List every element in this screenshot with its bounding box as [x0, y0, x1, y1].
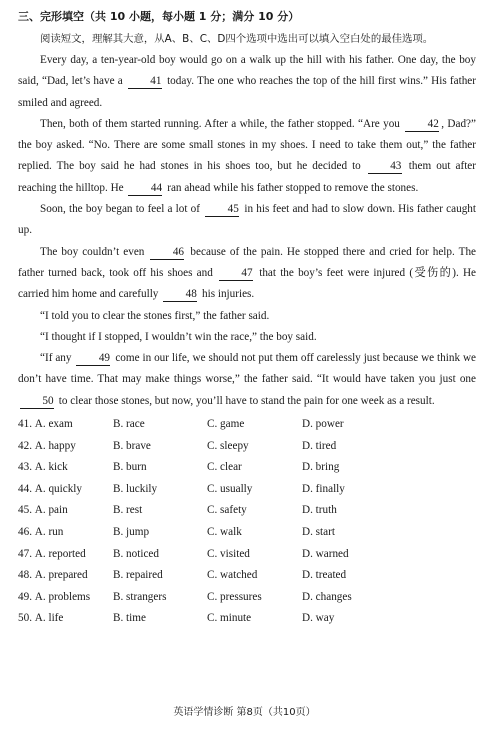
option-cell — [207, 436, 302, 458]
question-number: 42. — [18, 439, 32, 452]
passage-text: “I told you to clear the stones first,” the father said. — [40, 309, 270, 322]
option-d: D. treated — [302, 569, 347, 582]
option-cell — [18, 608, 113, 630]
passage-paragraph — [18, 50, 476, 114]
option-a: A. quickly — [34, 482, 83, 495]
option-cell — [207, 587, 302, 609]
option-c: C. clear — [207, 461, 242, 474]
passage-text: Soon, the boy began to feel a lot of — [40, 203, 204, 216]
passage-text: “I thought if I stopped, I wouldn’t win the race,” the boy said. — [40, 330, 317, 343]
option-d: D. bring — [302, 461, 340, 474]
option-cell — [207, 522, 302, 544]
passage-text: his injuries. — [199, 288, 255, 301]
passage-text: Then, both of them started running. After a while, the father stopped. “Are you — [40, 117, 404, 130]
passage-paragraph — [18, 348, 476, 412]
option-a: A. life — [34, 612, 64, 625]
passage-paragraph — [18, 199, 476, 242]
option-cell — [113, 522, 207, 544]
option-c: C. watched — [207, 569, 258, 582]
page-footer: 英语学情诊断 第8页（共10页） — [173, 707, 316, 718]
option-b: B. strangers — [113, 590, 167, 603]
option-cell — [302, 587, 422, 609]
option-c: C. pressures — [207, 590, 262, 603]
option-b: B. time — [113, 612, 146, 625]
question-number: 44. — [18, 482, 32, 495]
option-c: C. sleepy — [207, 439, 249, 452]
answer-blank: 49 — [76, 352, 110, 366]
option-cell — [113, 500, 207, 522]
passage-text: today. The one who reaches the top of the hill first wins.” His father smiled and agreed. — [18, 75, 476, 109]
question-row — [18, 587, 476, 609]
option-b: B. jump — [113, 526, 150, 539]
option-cell — [18, 544, 113, 566]
option-cell — [113, 544, 207, 566]
question-row — [18, 608, 476, 630]
option-cell — [207, 544, 302, 566]
question-row — [18, 500, 476, 522]
option-cell — [18, 522, 113, 544]
option-a: A. kick — [34, 461, 68, 474]
option-cell — [302, 608, 422, 630]
option-cell — [302, 500, 422, 522]
option-a: A. exam — [34, 418, 73, 431]
section-title: 三、完形填空（共 10 小题，每小题 1 分；满分 10 分） — [18, 10, 300, 23]
option-cell — [113, 608, 207, 630]
answer-blank: 46 — [150, 246, 184, 260]
option-cell — [207, 565, 302, 587]
option-a: A. run — [34, 526, 64, 539]
option-d: D. changes — [302, 590, 352, 603]
passage-text: in his feet and had to slow down. His father caught up. — [18, 203, 476, 237]
question-number: 46. — [18, 526, 32, 539]
option-d: D. truth — [302, 504, 337, 517]
option-cell — [113, 436, 207, 458]
option-d: D. power — [302, 418, 344, 431]
question-number: 50. — [18, 612, 32, 625]
option-cell — [207, 500, 302, 522]
option-c: C. visited — [207, 547, 250, 560]
option-a: A. problems — [34, 590, 91, 603]
option-cell — [18, 565, 113, 587]
option-b: B. repaired — [113, 569, 163, 582]
option-cell — [113, 587, 207, 609]
passage-text: that the boy’s feet were injured (受伤的). He carried him home and carefully — [18, 266, 476, 301]
passage-paragraph — [18, 114, 476, 199]
option-cell — [18, 414, 113, 436]
answer-blank: 43 — [368, 160, 402, 174]
question-number: 47. — [18, 547, 32, 560]
exam-page — [18, 8, 476, 630]
passage-text: come in our life, we should not put them off carelessly just because we think we don’t have time. That may make things worse,” the father said. “It would have taken you just one — [18, 352, 476, 386]
option-cell — [113, 479, 207, 501]
passage-paragraph — [18, 306, 476, 327]
option-cell — [207, 608, 302, 630]
option-d: D. tired — [302, 439, 337, 452]
passage-text: , Dad?” the boy asked. “No. There are some small stones in my shoes. I need to take them out,” the father replied. The boy said he had stones in his shoes too, but he decided to — [18, 117, 476, 173]
option-cell — [207, 457, 302, 479]
option-cell — [113, 457, 207, 479]
question-row — [18, 544, 476, 566]
option-d: D. way — [302, 612, 335, 625]
option-cell — [302, 457, 422, 479]
question-row — [18, 436, 476, 458]
option-cell — [113, 565, 207, 587]
option-cell — [302, 479, 422, 501]
option-cell — [18, 457, 113, 479]
option-cell — [18, 500, 113, 522]
option-b: B. burn — [113, 461, 147, 474]
option-a: A. prepared — [34, 569, 88, 582]
option-c: C. minute — [207, 612, 252, 625]
option-d: D. finally — [302, 482, 345, 495]
answer-blank: 41 — [128, 75, 162, 89]
passage-text: The boy couldn’t even — [40, 245, 149, 258]
question-number: 41. — [18, 418, 32, 431]
passage — [18, 50, 476, 412]
answer-blank: 44 — [128, 182, 162, 196]
answer-blank: 50 — [20, 395, 54, 409]
passage-text: Every day, a ten-year-old boy would go on a walk up the hill with his father. One day, the boy said, “Dad, let’s have a — [18, 54, 476, 88]
instructions: 阅读短文，理解其大意，从A、B、C、D四个选项中选出可以填入空白处的最佳选项。 — [40, 33, 434, 45]
answer-blank: 42 — [405, 118, 439, 132]
passage-text: them out after reaching the hilltop. He — [18, 160, 476, 194]
question-row — [18, 565, 476, 587]
option-cell — [207, 414, 302, 436]
question-row — [18, 414, 476, 436]
option-b: B. rest — [113, 504, 143, 517]
question-row — [18, 479, 476, 501]
passage-paragraph — [18, 242, 476, 306]
option-cell — [302, 436, 422, 458]
option-a: A. reported — [34, 547, 86, 560]
passage-text: to clear those stones, but now, you’ll have to stand the pain for one week as a result. — [56, 394, 435, 407]
option-cell — [113, 414, 207, 436]
option-b: B. noticed — [113, 547, 159, 560]
option-cell — [207, 479, 302, 501]
option-cell — [18, 479, 113, 501]
option-d: D. start — [302, 526, 335, 539]
question-row — [18, 457, 476, 479]
option-cell — [302, 565, 422, 587]
option-cell — [18, 436, 113, 458]
answer-blank: 45 — [205, 203, 239, 217]
option-a: A. happy — [34, 439, 76, 452]
answer-blank: 48 — [163, 288, 197, 302]
question-number: 45. — [18, 504, 32, 517]
question-number: 48. — [18, 569, 32, 582]
answer-blank: 47 — [219, 267, 253, 281]
option-c: C. game — [207, 418, 245, 431]
question-row — [18, 522, 476, 544]
option-cell — [302, 414, 422, 436]
passage-text: “If any — [40, 352, 75, 365]
question-number: 43. — [18, 461, 32, 474]
question-options — [18, 414, 476, 630]
option-cell — [18, 587, 113, 609]
option-d: D. warned — [302, 547, 349, 560]
passage-paragraph — [18, 327, 476, 348]
option-b: B. brave — [113, 439, 151, 452]
option-c: C. safety — [207, 504, 247, 517]
option-b: B. race — [113, 418, 145, 431]
option-a: A. pain — [34, 504, 68, 517]
passage-text: because of the pain. He stopped there and cried for help. The father turned back, took off his shoes and — [18, 245, 476, 279]
question-number: 49. — [18, 590, 32, 603]
passage-text: ran ahead while his father stopped to remove the stones. — [164, 181, 419, 194]
option-c: C. usually — [207, 482, 253, 495]
option-cell — [302, 544, 422, 566]
option-c: C. walk — [207, 526, 242, 539]
option-cell — [302, 522, 422, 544]
option-b: B. luckily — [113, 482, 158, 495]
